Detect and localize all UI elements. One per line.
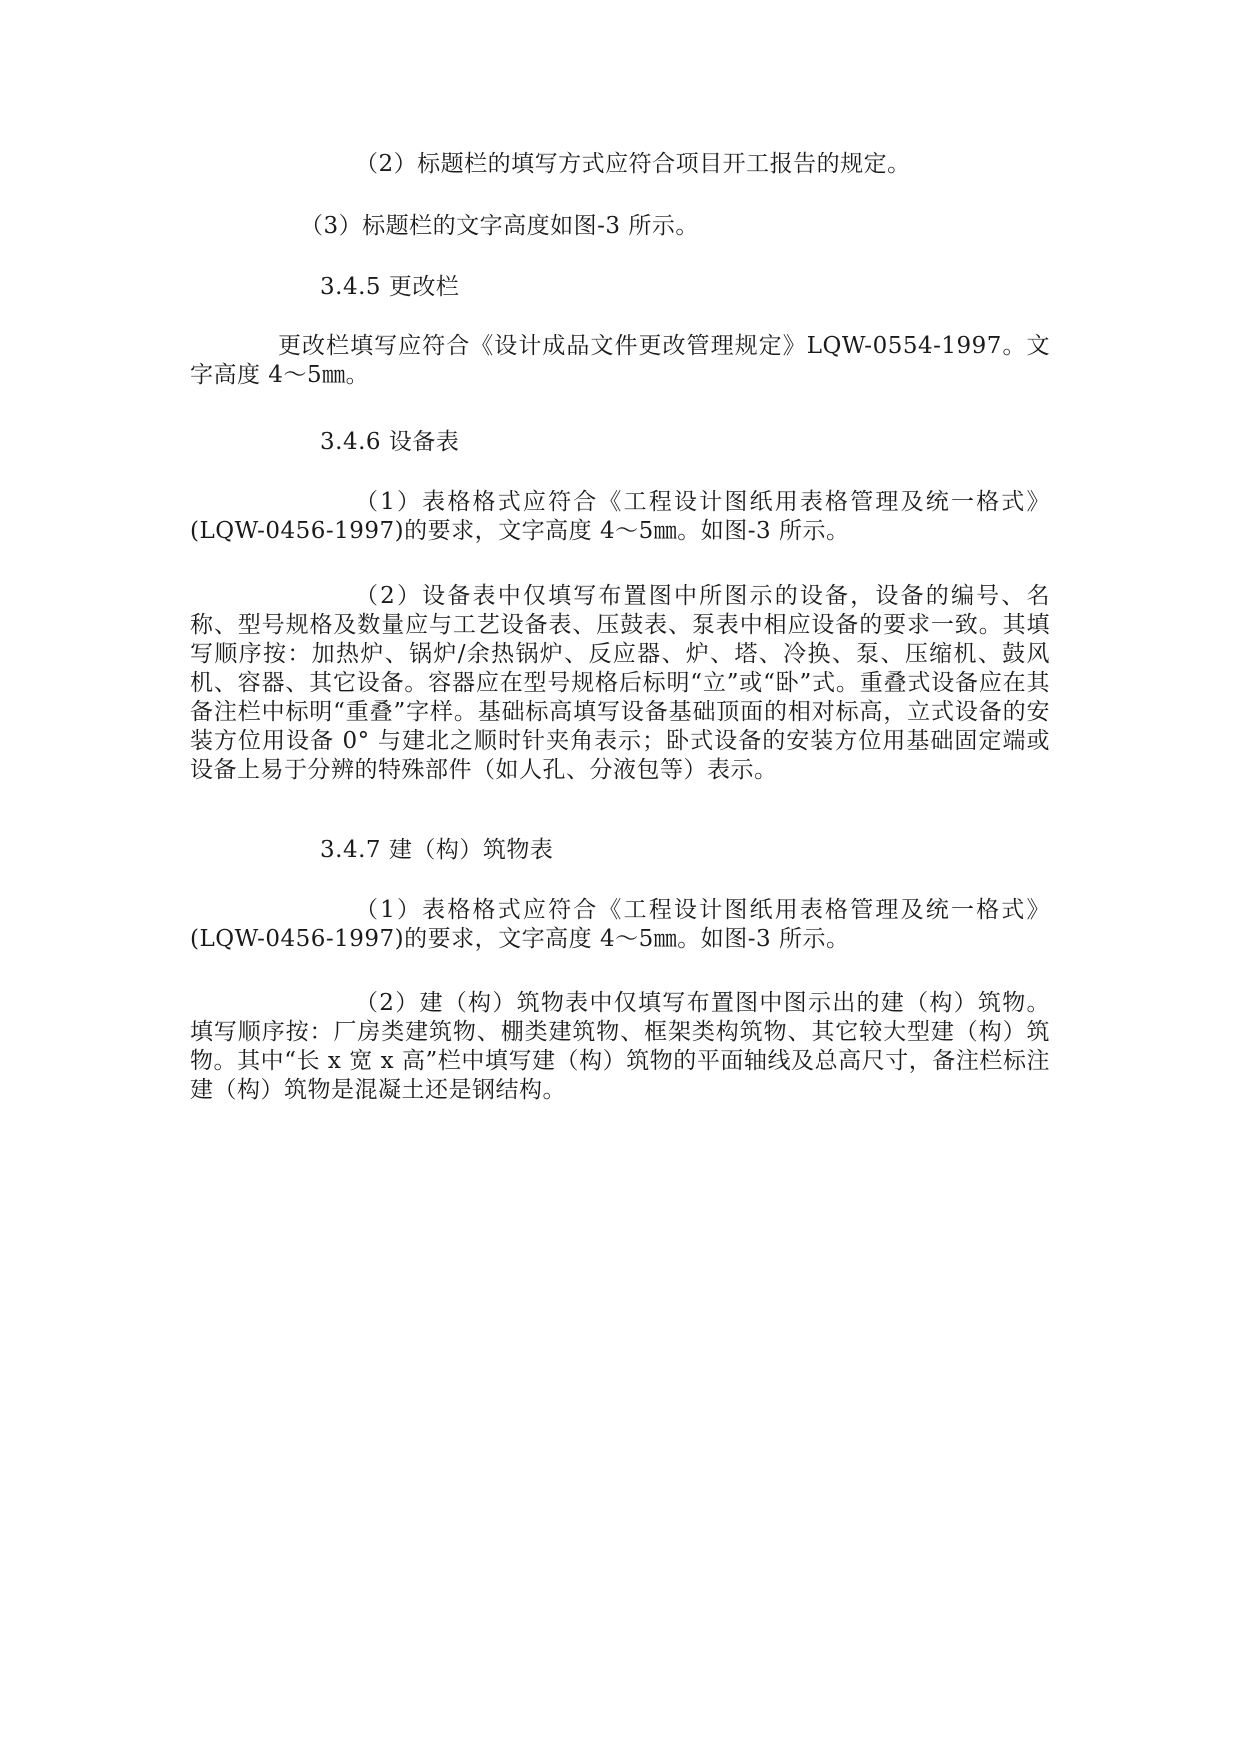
equipment-table-paragraph-1: （1）表格格式应符合《工程设计图纸用表格管理及统一格式》(LQW-0456-1997)的要求，文字高度 4～5㎜。如图-3 所示。 [190, 489, 1050, 544]
section-heading-3-4-5: 3.4.5 更改栏 [320, 274, 460, 300]
title-block-text-height-rule: （3）标题栏的文字高度如图-3 所示。 [300, 213, 699, 239]
building-table-paragraph-2: （2）建（构）筑物表中仅填写布置图中图示出的建（构）筑物。填写顺序按：厂房类建筑物、棚类建筑物、框架类构筑物、其它较大型建（构）筑物。其中“长 x 宽 x 高”栏中填写建（构）筑物的平面轴线及总高尺寸，备注栏标注建（构）筑物是混凝土还是钢结构。 [190, 990, 1050, 1103]
section-heading-3-4-6: 3.4.6 设备表 [320, 429, 460, 455]
title-block-fill-rule: （2）标题栏的填写方式应符合项目开工报告的规定。 [355, 151, 911, 177]
section-heading-3-4-7: 3.4.7 建（构）筑物表 [320, 837, 554, 863]
revision-column-paragraph: 更改栏填写应符合《设计成品文件更改管理规定》LQW-0554-1997。文字高度 4～5㎜。 [190, 333, 1050, 388]
building-table-paragraph-1: （1）表格格式应符合《工程设计图纸用表格管理及统一格式》(LQW-0456-1997)的要求，文字高度 4～5㎜。如图-3 所示。 [190, 897, 1050, 952]
equipment-table-paragraph-2: （2）设备表中仅填写布置图中所图示的设备，设备的编号、名称、型号规格及数量应与工艺设备表、压鼓表、泵表中相应设备的要求一致。其填写顺序按：加热炉、锅炉/余热锅炉、反应器、炉、塔、冷换、泵、压缩机、鼓风机、容器、其它设备。容器应在型号规格后标明“立”或“卧”式。重叠式设备应在其备注栏中标明“重叠”字样。基础标高填写设备基础顶面的相对标高，立式设备的安装方位用设备 0° 与建北之顺时针夹角表示；卧式设备的安装方位用基础固定端或设备上易于分辨的特殊部件（如人孔、分液包等）表示。 [190, 583, 1050, 783]
